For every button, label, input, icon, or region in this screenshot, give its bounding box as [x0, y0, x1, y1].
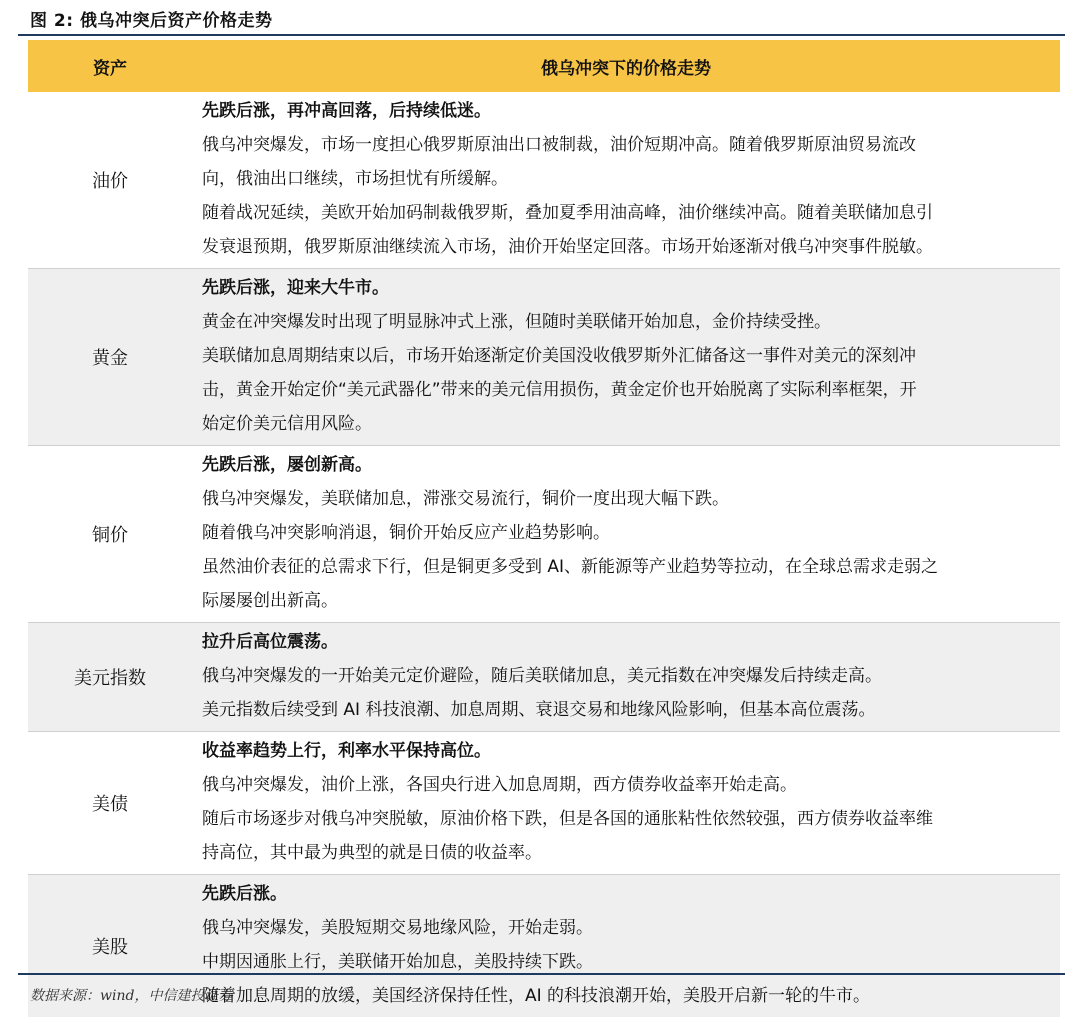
trend-cell [192, 446, 1060, 623]
trend-line: 美联储加息周期结束以后，市场开始逐渐定价美国没收俄罗斯外汇储备这一事件对美元的深刻冲 [202, 346, 916, 366]
trend-cell [192, 732, 1060, 875]
trend-line: 中期因通胀上行，美联储开始加息，美股持续下跌。 [202, 952, 593, 972]
trend-cell [192, 92, 1060, 269]
trend-summary: 先跌后涨，再冲高回落，后持续低迷。 [202, 101, 491, 121]
trend-summary: 收益率趋势上行，利率水平保持高位。 [202, 741, 491, 761]
trend-summary: 先跌后涨。 [202, 884, 287, 904]
table-body [28, 92, 1060, 1017]
table-row [28, 732, 1060, 875]
table-row [28, 92, 1060, 269]
table-row [28, 446, 1060, 623]
trend-line: 俄乌冲突爆发，美联储加息，滞涨交易流行，铜价一度出现大幅下跌。 [202, 489, 729, 509]
trend-line: 向，俄油出口继续，市场担忧有所缓解。 [202, 169, 508, 189]
asset-cell: 美债 [28, 732, 192, 875]
figure-title: 图 2: 俄乌冲突后资产价格走势 [30, 11, 273, 31]
trend-line: 俄乌冲突爆发的一开始美元定价避险，随后美联储加息，美元指数在冲突爆发后持续走高。 [202, 666, 882, 686]
asset-cell: 油价 [92, 171, 128, 192]
trend-line: 随着战况延续，美欧开始加码制裁俄罗斯，叠加夏季用油高峰，油价继续冲高。随着美联储加息引 [202, 203, 933, 223]
asset-cell: 美元指数 [28, 623, 192, 732]
trend-cell [192, 623, 1060, 732]
trend-line: 俄乌冲突爆发，油价上涨，各国央行进入加息周期，西方债券收益率开始走高。 [202, 775, 797, 795]
trend-line: 虽然油价表征的总需求下行，但是铜更多受到 AI、新能源等产业趋势等拉动，在全球总需求走弱之 [202, 557, 939, 577]
trend-cell [192, 875, 1060, 1018]
trend-line: 始定价美元信用风险。 [202, 414, 372, 434]
trend-line: 随着俄乌冲突影响消退，铜价开始反应产业趋势影响。 [202, 523, 610, 543]
source-note: 数据来源：wind，中信建投证券 [30, 988, 233, 1004]
trend-cell [192, 269, 1060, 446]
trend-summary: 先跌后涨，迎来大牛市。 [202, 278, 389, 298]
header-trend: 俄乌冲突下的价格走势 [192, 40, 1060, 92]
title-rule [18, 34, 1065, 36]
asset-cell: 美股 [28, 875, 192, 1018]
trend-line: 美元指数后续受到 AI 科技浪潮、加息周期、衰退交易和地缘风险影响，但基本高位震荡。 [202, 700, 876, 720]
table-row [28, 623, 1060, 732]
trend-line: 持高位，其中最为典型的就是日债的收益率。 [202, 843, 542, 863]
asset-cell: 黄金 [28, 269, 192, 446]
trend-line: 击，黄金开始定价“美元武器化”带来的美元信用损伤，黄金定价也开始脱离了实际利率框架，开 [202, 380, 917, 400]
trend-summary: 先跌后涨，屡创新高。 [202, 455, 372, 475]
table-row [28, 269, 1060, 446]
trend-line: 俄乌冲突爆发，美股短期交易地缘风险，开始走弱。 [202, 918, 593, 938]
bottom-rule [18, 973, 1065, 975]
trend-line: 俄乌冲突爆发，市场一度担心俄罗斯原油出口被制裁，油价短期冲高。随着俄罗斯原油贸易流改 [202, 135, 916, 155]
asset-price-table [28, 40, 1060, 1017]
trend-line: 黄金在冲突爆发时出现了明显脉冲式上涨，但随时美联储开始加息，金价持续受挫。 [202, 312, 831, 332]
trend-line: 随后市场逐步对俄乌冲突脱敏，原油价格下跌，但是各国的通胀粘性依然较强，西方债券收益率维 [202, 809, 933, 829]
table-header-row [28, 40, 1060, 92]
trend-summary: 拉升后高位震荡。 [202, 632, 338, 652]
trend-line: 随着加息周期的放缓，美国经济保持任性，AI 的科技浪潮开始，美股开启新一轮的牛市。 [202, 986, 871, 1006]
header-asset: 资产 [28, 40, 192, 92]
trend-line: 发衰退预期，俄罗斯原油继续流入市场，油价开始坚定回落。市场开始逐渐对俄乌冲突事件脱敏。 [202, 237, 933, 257]
trend-line: 际屡屡创出新高。 [202, 591, 338, 611]
asset-cell: 铜价 [28, 446, 192, 623]
